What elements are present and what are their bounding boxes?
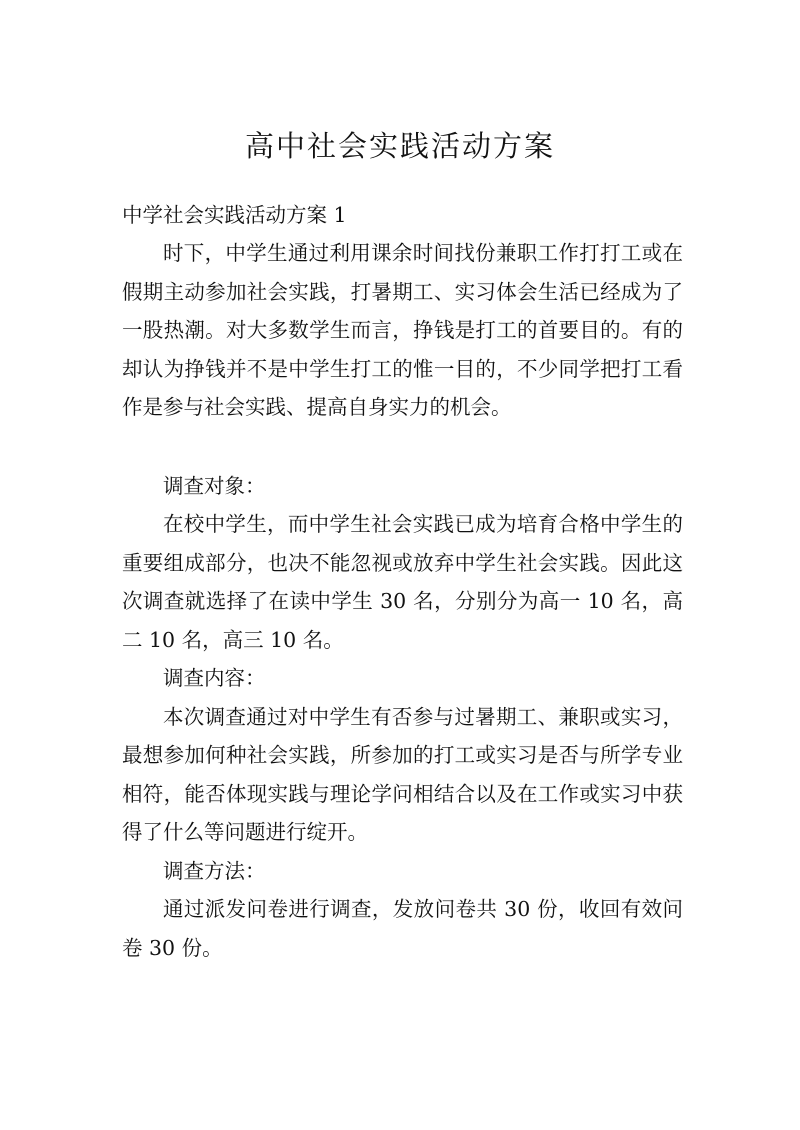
paragraph-gap <box>122 427 683 467</box>
document-subtitle: 中学社会实践活动方案 1 <box>122 203 347 227</box>
document-body <box>122 196 683 967</box>
section-heading-subjects: 调查对象： <box>163 473 266 498</box>
section-heading-content: 调查内容： <box>163 666 266 690</box>
page-title: 高中社会实践活动方案 <box>244 129 555 163</box>
section-heading-method: 调查方法： <box>163 858 266 883</box>
intro-paragraph: 时下，中学生通过利用课余时间找份兼职工作打打工或在假期主动参加社会实践，打暑期工、实习体会生活已经成为了一股热潮。对大多数学生而言，挣钱是打工的首要目的。有的却认为挣钱并不是中学生打工的惟一目的，不少同学把打工看作是参与社会实践、提高自身实力的机会。 <box>122 241 683 419</box>
section-text-method: 通过派发问卷进行调查，发放问卷共 30 份，收回有效问卷 30 份。 <box>122 897 683 960</box>
section-text-subjects: 在校中学生，而中学生社会实践已成为培育合格中学生的重要组成部分，也决不能忽视或放弃中学生社会实践。因此这次调查就选择了在读中学生 30 名，分别分为高一 10 名，高二 10 名，高三 10 名。 <box>122 512 683 652</box>
section-text-content: 本次调查通过对中学生有否参与过暑期工、兼职或实习，最想参加何种社会实践，所参加的打工或实习是否与所学专业相符，能否体现实践与理论学问相结合以及在工作或实习中获得了什么等问题进行绽开。 <box>122 704 683 844</box>
